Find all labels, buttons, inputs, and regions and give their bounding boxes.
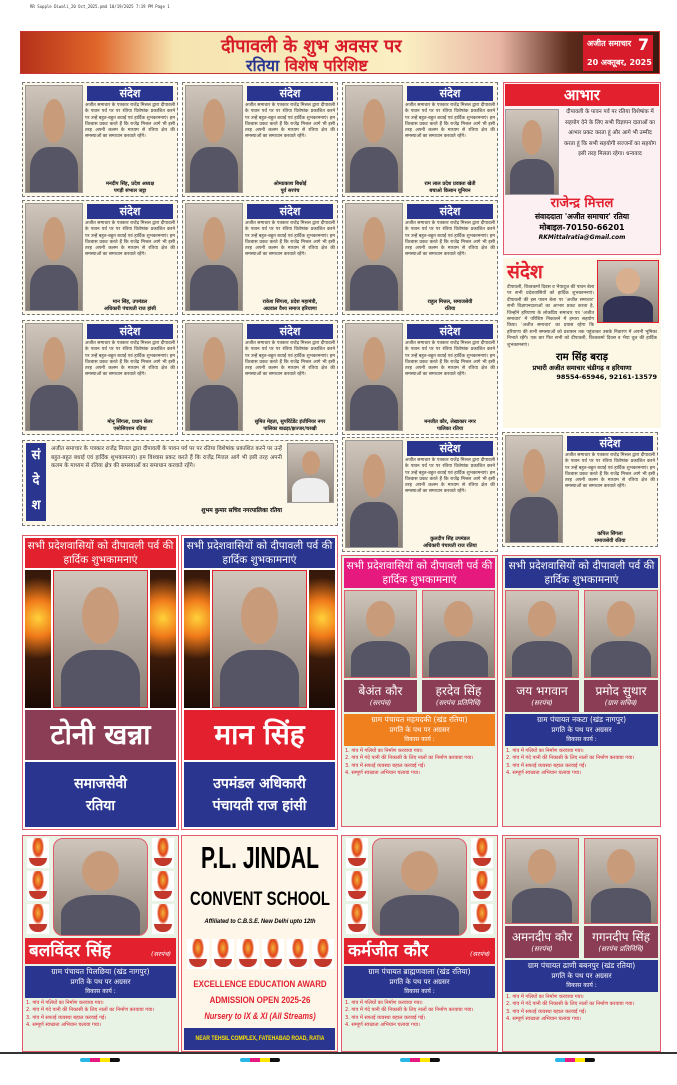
person-column xyxy=(584,590,658,712)
sandesh-message: अजीत समाचार के पत्रकार राजेंद्र मित्तल द्वारा दीपावली के पावन पर्व पर पर रतिया विशेषांक प्रकाशित करने पर उन्हें बहुत-बहुत बधाई एवं हार्दिक शुभकामनाएं। हम विश्वास प्रकट करते हैं कि राजेंद्र मित्तल आगे भी इसी तरह अपनी कलम के माध्यम से रतिया क्षेत्र की समस्याओं का समाधान करवाते रहेंगे। xyxy=(245,103,335,140)
page-banner xyxy=(20,31,660,74)
ram-singh-name: राम सिंह बराड़ xyxy=(555,352,609,364)
person-place: पंचायती राज हांसी xyxy=(212,797,307,814)
works-item: 1. गांव में गलियों का निर्माण करवाया गया। xyxy=(345,748,423,754)
wide-sandesh-photo xyxy=(287,443,334,503)
works-title: विकास कार्य : xyxy=(404,988,435,995)
diya-icon xyxy=(471,871,493,901)
sandesh-card xyxy=(342,200,498,315)
color-registration-mark xyxy=(240,1058,280,1062)
sandesh-signature xyxy=(405,418,495,432)
diya-icon xyxy=(27,904,49,934)
sandesh-text-column xyxy=(85,85,175,194)
sandesh-message: अजीत समाचार के पत्रकार राजेंद्र मित्तल द्वारा दीपावली के पावन पर्व पर पर रतिया विशेषांक प्रकाशित करने पर उन्हें बहुत-बहुत बधाई एवं हार्दिक शुभकामनाएं। हम विश्वास प्रकट करते हैं कि राजेंद्र मित्तल आगे भी इसी तरह अपनी कलम के माध्यम से रतिया क्षेत्र की समस्याओं का समाधान करवाते रहेंगे। xyxy=(85,103,175,140)
sandesh-message: अजीत समाचार के पत्रकार राजेंद्र मित्तल द्वारा दीपावली के पावन पर्व पर पर रतिया विशेषांक प्रकाशित करने पर उन्हें बहुत-बहुत बधाई एवं हार्दिक शुभकामनाएं। हम विश्वास प्रकट करते हैं कि राजेंद्र मित्तल आगे भी इसी तरह अपनी कलम के माध्यम से रतिया क्षेत्र की समस्याओं का समाधान करवाते रहेंगे। xyxy=(245,221,335,258)
sandesh-name: कुलदीप सिंह उपमंडल xyxy=(430,536,470,542)
diya-icon xyxy=(346,838,368,868)
photo-row xyxy=(25,838,176,936)
sandesh-designation: समाजसेवी रतिया xyxy=(594,537,626,544)
person-column xyxy=(505,838,579,958)
sandesh-name: मनदीप सिंह, प्रदेश अध्यक्ष xyxy=(105,181,155,187)
sandesh-message: अजीत समाचार के पत्रकार राजेंद्र मित्तल द्वारा दीपावली के पावन पर्व पर पर रतिया विशेषांक प्रकाशित करने पर उन्हें बहुत-बहुत बधाई एवं हार्दिक शुभकामनाएं। हम विश्वास प्रकट करते हैं कि राजेंद्र मित्तल आगे भी इसी तरह अपनी कलम के माध्यम से रतिया क्षेत्र की समस्याओं का समाधान करवाते रहेंगे। xyxy=(85,341,175,378)
person-photo xyxy=(345,440,403,548)
diya-icon xyxy=(346,904,368,934)
banner-special: विशेष परिशिष्ट xyxy=(284,56,368,75)
works-list xyxy=(25,1000,176,1029)
person-label xyxy=(584,680,658,712)
sandesh-name: ओमप्रकाश बिश्नोई xyxy=(273,181,307,187)
sandesh-text-column xyxy=(405,85,495,194)
photo-row xyxy=(184,570,335,708)
works-item: 1. गांव में गलियों का निर्माण करवाया गया। xyxy=(506,994,584,1000)
person-name: बेअंत कौर xyxy=(358,684,403,698)
diya-icon xyxy=(152,904,174,934)
person-label xyxy=(505,926,579,958)
diya-icon xyxy=(187,939,209,969)
person-label xyxy=(25,938,176,964)
person-photo xyxy=(505,435,563,543)
person-label xyxy=(344,938,495,964)
sandesh-card xyxy=(182,200,338,315)
diya-icon xyxy=(471,838,493,868)
school-classes: Nursery to IX & XI (All Streams) xyxy=(203,1011,316,1021)
sandesh-title: संदेश xyxy=(407,441,493,456)
sandesh-name: सुमित मेहता, सुपरिंटेंडेंट इंजीनियर नगर xyxy=(254,419,326,425)
person-photo xyxy=(25,203,83,311)
wide-sandesh xyxy=(22,440,338,526)
works-title: विकास कार्य : xyxy=(566,736,597,743)
ram-singh-title: संदेश xyxy=(507,261,543,283)
sandesh-title: संदेश xyxy=(247,324,333,339)
panchayat-box xyxy=(505,714,658,746)
person-photo xyxy=(372,838,467,936)
color-registration-mark xyxy=(555,1058,595,1062)
sparkler-image xyxy=(150,570,176,708)
person-name: हरदेव सिंह xyxy=(435,684,482,698)
sandesh-text-column xyxy=(85,203,175,312)
diya-icon xyxy=(262,939,284,969)
person-photo xyxy=(505,838,579,924)
sandesh-card xyxy=(502,432,658,547)
person-photo xyxy=(25,85,83,193)
sandesh-designation: अग्रवाल वैश्य समाज हरियाणा xyxy=(263,305,317,312)
works-item: 3. गांव में सफाई व्यवस्था बहाल करवाई गई। xyxy=(345,762,426,769)
sandesh-designation: पालिका बाढड़ा/झज्जर/चरखी xyxy=(263,425,317,432)
sandesh-title: संदेश xyxy=(567,436,653,451)
person-role-box xyxy=(184,762,335,827)
diya-icon xyxy=(212,939,234,969)
works-list xyxy=(505,994,658,1023)
person-role: (सरपंच) xyxy=(531,699,553,707)
person-photo xyxy=(53,570,148,708)
aabhar-box xyxy=(503,82,661,255)
person-role: (सरपंच) xyxy=(369,699,392,707)
person-role: समाजसेवी xyxy=(74,775,127,792)
page-number: 7 xyxy=(637,35,649,54)
person-name: जय भगवान xyxy=(516,684,568,698)
panchayat-ad xyxy=(502,835,661,1052)
sandesh-text-column xyxy=(405,203,495,312)
sandesh-card xyxy=(22,320,178,435)
people-row xyxy=(505,590,658,712)
sandesh-designation: अधिकारी पंचायती राज रतिया xyxy=(423,542,477,549)
panchayat-name: ग्राम पंचायत महमदकी (खंड रतिया) xyxy=(371,715,468,724)
sandesh-message: अजीत समाचार के पत्रकार राजेंद्र मित्तल द्वारा दीपावली के पावन पर्व पर पर रतिया विशेषांक प्रकाशित करने पर उन्हें बहुत-बहुत बधाई एवं हार्दिक शुभकामनाएं। हम विश्वास प्रकट करते हैं कि राजेंद्र मित्तल आगे भी इसी तरह अपनी कलम के माध्यम से रतिया क्षेत्र की समस्याओं का समाधान करवाते रहेंगे। xyxy=(405,221,495,258)
works-list xyxy=(344,1000,495,1029)
aabhar-photo xyxy=(505,109,559,195)
greeting-header: सभी प्रदेशवासियों को दीपावली पर्व की हार्दिक शुभकामनाएं xyxy=(344,558,495,588)
works-item: 4. सम्पूर्ण स्वच्छता अभियान चलाया गया। xyxy=(506,769,581,776)
works-item: 4. सम्पूर्ण स्वच्छता अभियान चलाया गया। xyxy=(506,1015,581,1022)
person-name: कर्मजीत कौर xyxy=(348,941,429,961)
works-item: 1. गांव में गलियों का निर्माण करवाया गया। xyxy=(506,748,584,754)
diya-icon xyxy=(27,838,49,868)
aabhar-name: राजेन्द्र मित्तल xyxy=(550,196,614,211)
panchayat-box xyxy=(344,966,495,998)
sandesh-title: संदेश xyxy=(87,204,173,219)
works-title: विकास कार्य : xyxy=(404,736,435,743)
person-name: मान सिंह xyxy=(184,710,335,760)
person-photo xyxy=(25,323,83,431)
panchayat-name: ग्राम पंचायत ढाणी बबनपुर (खंड रतिया) xyxy=(527,961,636,970)
person-role: (सरपंच) xyxy=(531,945,553,953)
sandesh-message: अजीत समाचार के पत्रकार राजेंद्र मित्तल द्वारा दीपावली के पावन पर्व पर पर रतिया विशेषांक प्रकाशित करने पर उन्हें बहुत-बहुत बधाई एवं हार्दिक शुभकामनाएं। हम विश्वास प्रकट करते हैं कि राजेंद्र मित्तल आगे भी इसी तरह अपनी कलम के माध्यम से रतिया क्षेत्र की समस्याओं का समाधान करवाते रहेंगे। xyxy=(405,458,495,495)
person-photo xyxy=(584,838,658,924)
diya-icon xyxy=(287,939,309,969)
panchayat-name: ग्राम पंचायत ब्राह्मणवाला (खंड रतिया) xyxy=(368,967,471,976)
sandesh-title: संदेश xyxy=(407,204,493,219)
works-item: 2. गांव में गंदे पानी की निकासी के लिए नालों का निर्माण करवाया गया। xyxy=(506,1001,635,1008)
panchayat-ad xyxy=(22,835,179,1052)
person-name: गगनदीप सिंह xyxy=(592,930,650,944)
person-role: उपमंडल अधिकारी xyxy=(213,775,306,792)
sandesh-signature xyxy=(85,418,175,432)
person-role: (ग्राम सचिव) xyxy=(604,699,638,707)
works-item: 2. गांव में गंदे पानी की निकासी के लिए नालों का निर्माण करवाया गया। xyxy=(506,755,635,762)
big-greeting-ad xyxy=(181,535,338,830)
progress-line: प्रगति के पथ पर अग्रसर xyxy=(70,978,131,986)
works-list xyxy=(344,748,495,777)
sandesh-text-column xyxy=(565,435,655,544)
panchayat-box xyxy=(344,714,495,746)
person-photo xyxy=(505,590,579,678)
sandesh-signature xyxy=(245,298,335,312)
aabhar-mobile: मोबाइल-70150-66201 xyxy=(539,223,625,232)
paper-name: अजीत समाचार xyxy=(587,39,632,48)
page-bottom-rule xyxy=(0,1052,677,1054)
diya-icon xyxy=(471,904,493,934)
diya-icon xyxy=(27,871,49,901)
sandesh-designation: बचाओ किसान यूनियन xyxy=(429,187,471,194)
sandesh-designation: पूर्व सरपंच xyxy=(280,187,300,194)
sandesh-designation: रतिया xyxy=(444,305,456,312)
sandesh-title: संदेश xyxy=(87,86,173,101)
people-row xyxy=(344,590,495,712)
ram-singh-phone: 98554-65946, 92161-13579 xyxy=(556,373,657,382)
sandesh-title: संदेश xyxy=(247,86,333,101)
sandesh-signature xyxy=(85,180,175,194)
works-item: 3. गांव में सफाई व्यवस्था बहाल करवाई गई। xyxy=(345,1014,426,1021)
sandesh-title: संदेश xyxy=(247,204,333,219)
ram-singh-role: प्रभारी अजीत समाचार चंडीगढ़ व हरियाणा xyxy=(532,364,632,373)
sandesh-title: संदेश xyxy=(407,86,493,101)
school-affiliation: Affiliated to C.B.S.E. New Delhi upto 12th xyxy=(203,919,316,925)
person-photo xyxy=(345,85,403,193)
person-name: अमनदीप कौर xyxy=(511,930,573,944)
sandesh-name: राकेश सिंगला, प्रदेश महामंत्री, xyxy=(262,299,318,305)
sandesh-signature xyxy=(245,418,335,432)
sparkler-image xyxy=(184,570,210,708)
sandesh-text-column xyxy=(245,203,335,312)
sandesh-text-column xyxy=(245,323,335,432)
greeting-header: सभी प्रदेशवासियों को दीपावली पर्व की हार्दिक शुभकामनाएं xyxy=(184,538,335,568)
person-name: बलविंदर सिंह xyxy=(29,941,111,961)
sandesh-card xyxy=(182,82,338,197)
diya-icon xyxy=(152,838,174,868)
sandesh-message: अजीत समाचार के पत्रकार राजेंद्र मित्तल द्वारा दीपावली के पावन पर्व पर पर रतिया विशेषांक प्रकाशित करने पर उन्हें बहुत-बहुत बधाई एवं हार्दिक शुभकामनाएं। हम विश्वास प्रकट करते हैं कि राजेंद्र मित्तल आगे भी इसी तरह अपनी कलम के माध्यम से रतिया क्षेत्र की समस्याओं का समाधान करवाते रहेंगे। xyxy=(85,221,175,258)
school-admission: ADMISSION OPEN 2025-26 xyxy=(209,995,310,1005)
aabhar-title: आभार xyxy=(505,84,659,106)
sandesh-text-column xyxy=(85,323,175,432)
person-role-box xyxy=(25,762,176,827)
person-place: रतिया xyxy=(85,797,116,814)
panchayat-name: ग्राम पंचायत नकटा (खंड नागपुर) xyxy=(536,715,627,724)
diya-icon xyxy=(312,939,334,969)
person-photo xyxy=(185,85,243,193)
person-role: (सरपंच प्रतिनिधि) xyxy=(598,945,644,953)
diya-icon xyxy=(237,939,259,969)
sandesh-text-column xyxy=(405,440,495,549)
person-label xyxy=(505,680,579,712)
school-address: NEAR TEHSIL COMPLEX, FATEHABAD ROAD, RATIA xyxy=(195,1036,324,1042)
greeting-header: सभी प्रदेशवासियों को दीपावली पर्व की हार्दिक शुभकामनाएं xyxy=(25,538,176,568)
aabhar-email[interactable]: RKMittalratia@Gmail.com xyxy=(538,234,626,241)
sandesh-message: अजीत समाचार के पत्रकार राजेंद्र मित्तल द्वारा दीपावली के पावन पर्व पर पर रतिया विशेषांक प्रकाशित करने पर उन्हें बहुत-बहुत बधाई एवं हार्दिक शुभकामनाएं। हम विश्वास प्रकट करते हैं कि राजेंद्र मित्तल आगे भी इसी तरह अपनी कलम के माध्यम से रतिया क्षेत्र की समस्याओं का समाधान करवाते रहेंगे। xyxy=(405,103,495,140)
sparkler-image xyxy=(309,570,335,708)
sandesh-designation: अधिकारी पंचायती राज हांसी xyxy=(104,305,156,312)
sandesh-signature xyxy=(85,298,175,312)
ram-singh-message: दीपावली, विश्वकर्मा दिवस व भैयादूज की पावन बेला पर सभी प्रदेशवासियों को हार्दिक शुभकामनाएं। दीपावली की इस पावन बेला पर 'अजीत समाचार' सभी विज्ञापनदाताओं का आभार प्रकट करता है, जिन्होंने हरियाणा के लोकप्रिय समाचार पत्र 'अजीत समाचार' में परिशिष्ट निकालने में हमारा सहयोग किया। 'अजीत समाचार' का प्रयास रहेगा कि हरियाणा की सभी समस्याओं को प्रशासन तक पहुंचाकर उसके निवारण में अपनी भूमिका निभाते रहेंगे। एक बार फिर सभी को दीपावली, विश्वकर्मा दिवस व भैया दूज की हार्दिक शुभकामनाएं। xyxy=(507,285,657,348)
person-role: (सरपंच प्रतिनिधि) xyxy=(435,699,482,707)
color-registration-mark xyxy=(80,1058,120,1062)
banner-title: दीपावली के शुभ अवसर पर xyxy=(221,36,402,57)
panchayat-ad xyxy=(341,555,498,827)
big-greeting-ad xyxy=(22,535,179,830)
progress-line: प्रगति के पथ पर अग्रसर xyxy=(551,972,612,980)
sandesh-text-column xyxy=(245,85,335,194)
ram-singh-photo xyxy=(597,260,659,323)
person-name: प्रमोद सुथार xyxy=(595,684,647,698)
progress-line: प्रगति के पथ पर अग्रसर xyxy=(551,726,612,734)
sandesh-message: अजीत समाचार के पत्रकार राजेंद्र मित्तल द्वारा दीपावली के पावन पर्व पर पर रतिया विशेषांक प्रकाशित करने पर उन्हें बहुत-बहुत बधाई एवं हार्दिक शुभकामनाएं। हम विश्वास प्रकट करते हैं कि राजेंद्र मित्तल आगे भी इसी तरह अपनी कलम के माध्यम से रतिया क्षेत्र की समस्याओं का समाधान करवाते रहेंगे। xyxy=(565,453,655,490)
wide-sandesh-message: अजीत समाचार के पत्रकार राजेंद्र मित्तल द्वारा दीपावली के पावन पर्व पर पर रतिया विशेषांक प्रकाशित करने पर उन्हें बहुत-बहुत बधाई एवं हार्दिक शुभकामनाएं। हम विश्वास प्रकट करते हैं कि राजेंद्र मित्तल आगे भी इसी तरह अपनी कलम के माध्यम से रतिया क्षेत्र की समस्याओं का समाधान करवाते रहेंगे। xyxy=(51,446,282,470)
color-registration-mark xyxy=(400,1058,440,1062)
works-item: 2. गांव में गंदे पानी की निकासी के लिए नालों का निर्माण करवाया गया। xyxy=(26,1007,155,1014)
works-title: विकास कार्य : xyxy=(85,988,116,995)
sandesh-name: कपिल सिंगला xyxy=(597,531,623,537)
works-item: 4. सम्पूर्ण स्वच्छता अभियान चलाया गया। xyxy=(345,1021,420,1028)
wide-sandesh-side-title xyxy=(26,443,46,521)
works-list xyxy=(505,748,658,777)
panchayat-ad xyxy=(341,835,498,1052)
ram-singh-sandesh xyxy=(503,258,661,428)
person-role: (सरपंच) xyxy=(470,950,490,958)
sandesh-signature xyxy=(565,530,655,544)
sandesh-signature xyxy=(245,180,335,194)
works-item: 2. गांव में गंदे पानी की निकासी के लिए नालों का निर्माण करवाया गया। xyxy=(345,755,474,762)
aabhar-role: संवाददाता 'अजीत समाचार' रतिया xyxy=(534,212,630,221)
person-label xyxy=(344,680,417,712)
person-label xyxy=(422,680,495,712)
school-award: EXCELLENCE EDUCATION AWARD xyxy=(192,979,327,989)
banner-subtitle xyxy=(246,54,368,76)
sandesh-name: मनजीत कौर, लेखाकार नगर xyxy=(424,419,476,425)
works-item: 1. गांव में गलियों का निर्माण करवाया गया। xyxy=(345,1000,423,1006)
sandesh-title: संदेश xyxy=(407,324,493,339)
sandesh-text-column xyxy=(405,323,495,432)
greeting-header: सभी प्रदेशवासियों को दीपावली पर्व की हार्दिक शुभकामनाएं xyxy=(505,558,658,588)
sandesh-name: मोनू सिंगला, प्रधान सेलर xyxy=(107,419,153,425)
person-photo xyxy=(185,203,243,311)
sandesh-name: राहुल मित्तल, समाजसेवी xyxy=(427,299,473,305)
person-photo xyxy=(53,838,148,936)
photo-row xyxy=(25,570,176,708)
sandesh-message: अजीत समाचार के पत्रकार राजेंद्र मित्तल द्वारा दीपावली के पावन पर्व पर पर रतिया विशेषांक प्रकाशित करने पर उन्हें बहुत-बहुत बधाई एवं हार्दिक शुभकामनाएं। हम विश्वास प्रकट करते हैं कि राजेंद्र मित्तल आगे भी इसी तरह अपनी कलम के माध्यम से रतिया क्षेत्र की समस्याओं का समाधान करवाते रहेंगे। xyxy=(405,341,495,378)
person-photo xyxy=(422,590,495,678)
sandesh-card xyxy=(22,200,178,315)
sandesh-signature xyxy=(405,535,495,549)
sandesh-designation: पगड़ी संभाल जट्टा xyxy=(113,187,147,194)
works-item: 3. गांव में सफाई व्यवस्था बहाल करवाई गई। xyxy=(26,1014,107,1021)
person-column xyxy=(505,590,579,712)
side-letter: दे xyxy=(32,473,40,488)
page-info-box xyxy=(583,35,653,71)
school-name-1: P.L. JINDAL xyxy=(200,840,319,875)
file-meta-line: RR Supple Diwali_20 Oct_2025.pmd 10/19/2025 7:19 PM Page 1 xyxy=(30,4,170,9)
works-item: 4. सम्पूर्ण स्वच्छता अभियान चलाया गया। xyxy=(26,1021,101,1028)
issue-date: 20 अक्तूबर, 2025 xyxy=(587,58,652,67)
person-column xyxy=(584,838,658,958)
person-photo xyxy=(345,203,403,311)
panchayat-ad xyxy=(502,555,661,827)
diya-icon xyxy=(152,871,174,901)
school-name-2: CONVENT SCHOOL xyxy=(189,889,330,910)
progress-line: प्रगति के पथ पर अग्रसर xyxy=(389,978,450,986)
side-letter: सं xyxy=(31,448,41,463)
wide-sandesh-name: शुभम कुमार सचिव नगरपालिका रतिया xyxy=(201,508,282,514)
sandesh-title: संदेश xyxy=(87,324,173,339)
person-label xyxy=(584,926,658,958)
person-column xyxy=(422,590,495,712)
sandesh-card xyxy=(342,437,498,552)
panchayat-name: ग्राम पंचायत पिलछिया (खंड नागपुर) xyxy=(51,967,150,976)
person-column xyxy=(344,590,417,712)
progress-line: प्रगति के पथ पर अग्रसर xyxy=(389,726,450,734)
photo-row xyxy=(344,838,495,936)
works-item: 1. गांव में गलियों का निर्माण करवाया गया। xyxy=(26,1000,104,1006)
school-ad xyxy=(181,835,338,1052)
works-item: 4. सम्पूर्ण स्वच्छता अभियान चलाया गया। xyxy=(345,769,420,776)
sandesh-card xyxy=(342,320,498,435)
aabhar-message: दीपावली के पावन पर्व पर रतिया विशेषांक में सहयोग देने के लिए सभी विज्ञापन दाताओं का आभार प्रकट करता हूं और आगे भी उम्मीद करता हूं कि सभी सहयोगी सज्जनों का सहयोग इसी तरह मिलता रहेगा। धन्यवाद xyxy=(563,109,657,157)
person-photo xyxy=(344,590,417,678)
person-photo xyxy=(212,570,307,708)
sandesh-signature xyxy=(405,298,495,312)
panchayat-box xyxy=(25,966,176,998)
works-item: 3. गांव में सफाई व्यवस्था बहाल करवाई गई। xyxy=(506,762,587,769)
banner-ratia: रतिया xyxy=(246,56,280,75)
side-letter: श xyxy=(31,498,41,513)
person-role: (सरपंच) xyxy=(151,950,171,958)
person-photo xyxy=(185,323,243,431)
person-name: टोनी खन्ना xyxy=(25,710,176,760)
sandesh-designation: पालिका रतिया xyxy=(436,425,464,432)
sandesh-name: राम लाल प्रदेश प्रवक्ता खेती xyxy=(424,181,476,187)
sandesh-message: अजीत समाचार के पत्रकार राजेंद्र मित्तल द्वारा दीपावली के पावन पर्व पर पर रतिया विशेषांक प्रकाशित करने पर उन्हें बहुत-बहुत बधाई एवं हार्दिक शुभकामनाएं। हम विश्वास प्रकट करते हैं कि राजेंद्र मित्तल आगे भी इसी तरह अपनी कलम के माध्यम से रतिया क्षेत्र की समस्याओं का समाधान करवाते रहेंगे। xyxy=(245,341,335,378)
sandesh-signature xyxy=(405,180,495,194)
sandesh-card xyxy=(22,82,178,197)
works-item: 3. गांव में सफाई व्यवस्था बहाल करवाई गई। xyxy=(506,1008,587,1015)
sandesh-card xyxy=(182,320,338,435)
person-photo xyxy=(584,590,658,678)
diya-icon xyxy=(346,871,368,901)
sandesh-name: मान सिंह, उपमंडल xyxy=(112,299,148,305)
people-row xyxy=(505,838,658,958)
sandesh-card xyxy=(342,82,498,197)
sandesh-designation: एसोसिएशन रतिया xyxy=(113,425,147,432)
sparkler-image xyxy=(25,570,51,708)
works-item: 2. गांव में गंदे पानी की निकासी के लिए नालों का निर्माण करवाया गया। xyxy=(345,1007,474,1014)
works-title: विकास कार्य : xyxy=(566,982,597,989)
person-photo xyxy=(345,323,403,431)
panchayat-box xyxy=(505,960,658,992)
